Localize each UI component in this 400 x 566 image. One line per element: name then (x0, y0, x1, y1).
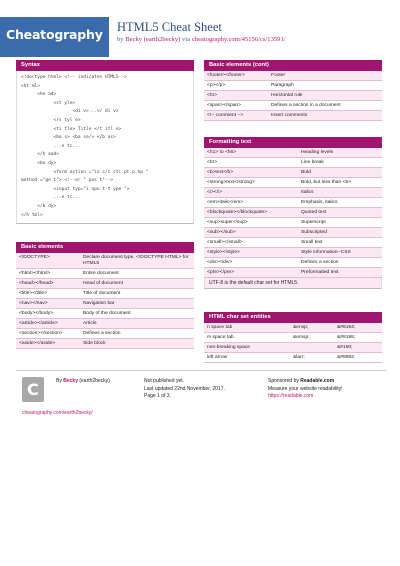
code-line: <input typ="i npu t-t ype "> (21, 186, 130, 192)
description-cell: &#8194; (334, 323, 382, 333)
section-heading: Basic elements (16, 242, 194, 253)
basic-elements-section (16, 242, 194, 349)
basic-elements-cont-section (204, 60, 382, 121)
description-cell: &emsp; (290, 333, 334, 343)
table-row (16, 339, 194, 349)
description-cell: Paragraph (268, 81, 382, 91)
table-row (204, 168, 382, 178)
tag-cell: <br> (204, 158, 298, 168)
footer-author (56, 378, 110, 384)
code-line: </s tyl e> (21, 117, 81, 123)
tag-cell: <html></html> (16, 269, 80, 279)
code-line: </h tml> (21, 212, 43, 218)
tag-cell: <h1> to <h6> (204, 148, 298, 158)
footer-sponsor (268, 378, 342, 401)
logo-text: Cheatography (6, 27, 103, 42)
tag-cell: <!-- comment --> (204, 111, 268, 121)
description-cell: &#8592; (334, 353, 382, 363)
description-cell: &ensp; (290, 323, 334, 333)
description-cell: Style information--CSS (298, 248, 382, 258)
by-label: by (117, 36, 124, 43)
description-cell: Declare document type, <!DOCTYPE HTML> for HTML5 (80, 253, 194, 269)
description-cell: Preformatted text (298, 268, 382, 278)
tag-cell: non-breaking space (204, 343, 290, 353)
description-cell: Defines a section in a document (268, 101, 382, 111)
formatting-table (204, 148, 382, 278)
description-cell: Line break (298, 158, 382, 168)
author-link[interactable]: Becky (earth2becky) (125, 36, 181, 43)
table-row (204, 71, 382, 81)
description-cell: Insert comments (268, 111, 382, 121)
footer-publish-info (144, 378, 225, 401)
description-cell: Italics (298, 188, 382, 198)
code-line: <ti tle> Title </t itl e> (21, 126, 122, 132)
code-line: </b dy> (21, 203, 57, 209)
cheatsheet-url-link[interactable]: cheatography.com/45156/cs/13591/ (191, 36, 286, 43)
table-row (204, 208, 382, 218)
code-line: <ht ml> (21, 83, 40, 89)
footer-author-handle: (earth2becky) (79, 378, 110, 384)
table-row (16, 253, 194, 269)
section-heading: HTML char set entities (204, 312, 382, 323)
tag-cell: <head></head> (16, 279, 80, 289)
tag-cell: <span></span> (204, 101, 268, 111)
table-row (204, 101, 382, 111)
tag-cell: m space tab (204, 333, 290, 343)
basic-elements-table (16, 253, 194, 349)
code-line: <st yle> (21, 100, 76, 106)
section-heading: Syntax (16, 60, 194, 71)
cheatography-logo[interactable] (0, 17, 109, 57)
code-line: method ="ge t"> <!--or " pos t"--> (21, 178, 114, 184)
page-number: Page 1 of 3. (144, 393, 171, 399)
page-footer (16, 370, 386, 430)
description-cell: Title of document (80, 289, 194, 299)
table-row (16, 289, 194, 299)
description-cell: Superscript (298, 218, 382, 228)
table-row (204, 198, 382, 208)
table-row (204, 268, 382, 278)
tag-cell: <blockquote></blockquote> (204, 208, 298, 218)
code-line: <he ad> (21, 92, 57, 98)
code-line: <di v>...</ di v> (21, 109, 119, 115)
tag-cell: <footer></footer> (204, 71, 268, 81)
table-row (16, 319, 194, 329)
last-updated: Last updated 22nd November, 2017. (144, 385, 225, 392)
table-row (16, 309, 194, 319)
table-row (204, 248, 382, 258)
description-cell: Bold (298, 168, 382, 178)
table-row (204, 178, 382, 188)
table-row (16, 279, 194, 289)
description-cell: Head of document (80, 279, 194, 289)
tag-cell: <sub></sub> (204, 228, 298, 238)
table-row (204, 228, 382, 238)
description-cell: Article (80, 319, 194, 329)
footer-profile-link[interactable]: cheatography.com/earth2becky/ (22, 410, 93, 416)
tag-cell: <!DOCTYPE> (16, 253, 80, 269)
description-cell: Horizontal rule (268, 91, 382, 101)
page-header (0, 17, 400, 57)
code-line: ...e tc... (21, 195, 81, 201)
tag-cell: <b>text</b> (204, 168, 298, 178)
description-cell: Navigation bar (80, 299, 194, 309)
table-row (204, 148, 382, 158)
tag-cell: <p></p> (204, 81, 268, 91)
footer-by-label: By (56, 378, 62, 384)
sponsor-tagline: Measure your website readability! (268, 385, 343, 392)
table-row (204, 343, 382, 353)
description-cell: Side block (80, 339, 194, 349)
tag-cell: <title></title> (16, 289, 80, 299)
tag-cell: <aside></aside> (16, 339, 80, 349)
table-row (204, 81, 382, 91)
description-cell (290, 343, 334, 353)
tag-cell: left arrow (204, 353, 290, 363)
table-row (204, 333, 382, 343)
table-row (204, 218, 382, 228)
description-cell: Defines a section (298, 258, 382, 268)
description-cell: Small text (298, 238, 382, 248)
tag-cell: n space tab (204, 323, 290, 333)
tag-cell: <style></style> (204, 248, 298, 258)
table-row (204, 353, 382, 363)
description-cell: Body of the document (80, 309, 194, 319)
entities-table (204, 323, 382, 363)
tag-cell: <body></body> (16, 309, 80, 319)
description-cell: Footer (268, 71, 382, 81)
code-block (16, 71, 194, 224)
description-cell: &larr; (290, 353, 334, 363)
char-entities-section (204, 312, 382, 363)
tag-cell: <strong>text</strong> (204, 178, 298, 188)
page-title: HTML5 Cheat Sheet (117, 20, 222, 34)
table-row (204, 188, 382, 198)
tag-cell: <sup>super</sup> (204, 218, 298, 228)
description-cell: Quoted text (298, 208, 382, 218)
description-cell: Heading levels (298, 148, 382, 158)
sponsor-label: Sponsored by (268, 378, 299, 384)
section-heading: Basic elements (cont) (204, 60, 382, 71)
table-row (204, 238, 382, 248)
sponsor-name: Readable.com (300, 378, 335, 384)
page-subtitle (117, 36, 286, 43)
utf8-note: UTF-8 is the default char set for HTML5. (204, 278, 382, 289)
description-cell: Bold, but less than <b> (298, 178, 382, 188)
tag-cell: <i></i> (204, 188, 298, 198)
code-line: ...e tc... (21, 143, 81, 149)
tag-cell: <div></div> (204, 258, 298, 268)
tag-cell: <pre></pre> (204, 268, 298, 278)
section-heading: Formatting text (204, 137, 382, 148)
formatting-text-section (204, 137, 382, 289)
table-row (204, 258, 382, 268)
code-line: <!doctype html> <!-- indicates HTML5--> (21, 75, 127, 80)
basic-elements-cont-table (204, 71, 382, 121)
description-cell: &#8195; (334, 333, 382, 343)
avatar-letter: C (27, 380, 39, 399)
via-label: via (182, 36, 191, 43)
description-cell: Subscripted (298, 228, 382, 238)
tag-cell: <em>italic</em> (204, 198, 298, 208)
published-status: Not published yet. (144, 378, 185, 384)
code-line: <ba s> <ba se/> </b as> (21, 135, 116, 141)
table-row (16, 299, 194, 309)
author-avatar[interactable] (22, 377, 44, 402)
tag-cell: <article></article> (16, 319, 80, 329)
description-cell: Defines a section (80, 329, 194, 339)
code-line: </h ead> (21, 152, 59, 158)
syntax-section (16, 60, 194, 224)
table-row (204, 323, 382, 333)
footer-author-link[interactable]: Becky (63, 378, 78, 384)
table-row (204, 111, 382, 121)
table-row (204, 91, 382, 101)
code-line: <bo dy> (21, 160, 57, 166)
sponsor-link[interactable]: https://readable.com (268, 393, 314, 399)
table-row (16, 269, 194, 279)
table-row (16, 329, 194, 339)
tag-cell: <hr> (204, 91, 268, 101)
tag-cell: <section></section> (16, 329, 80, 339)
description-cell: Emphasis, italics (298, 198, 382, 208)
description-cell: Entire document (80, 269, 194, 279)
description-cell: &#160; (334, 343, 382, 353)
code-line: <form action ="in c/c cti pt.p hp " (21, 169, 149, 175)
tag-cell: <nav></nav> (16, 299, 80, 309)
tag-cell: <small></small> (204, 238, 298, 248)
table-row (204, 158, 382, 168)
